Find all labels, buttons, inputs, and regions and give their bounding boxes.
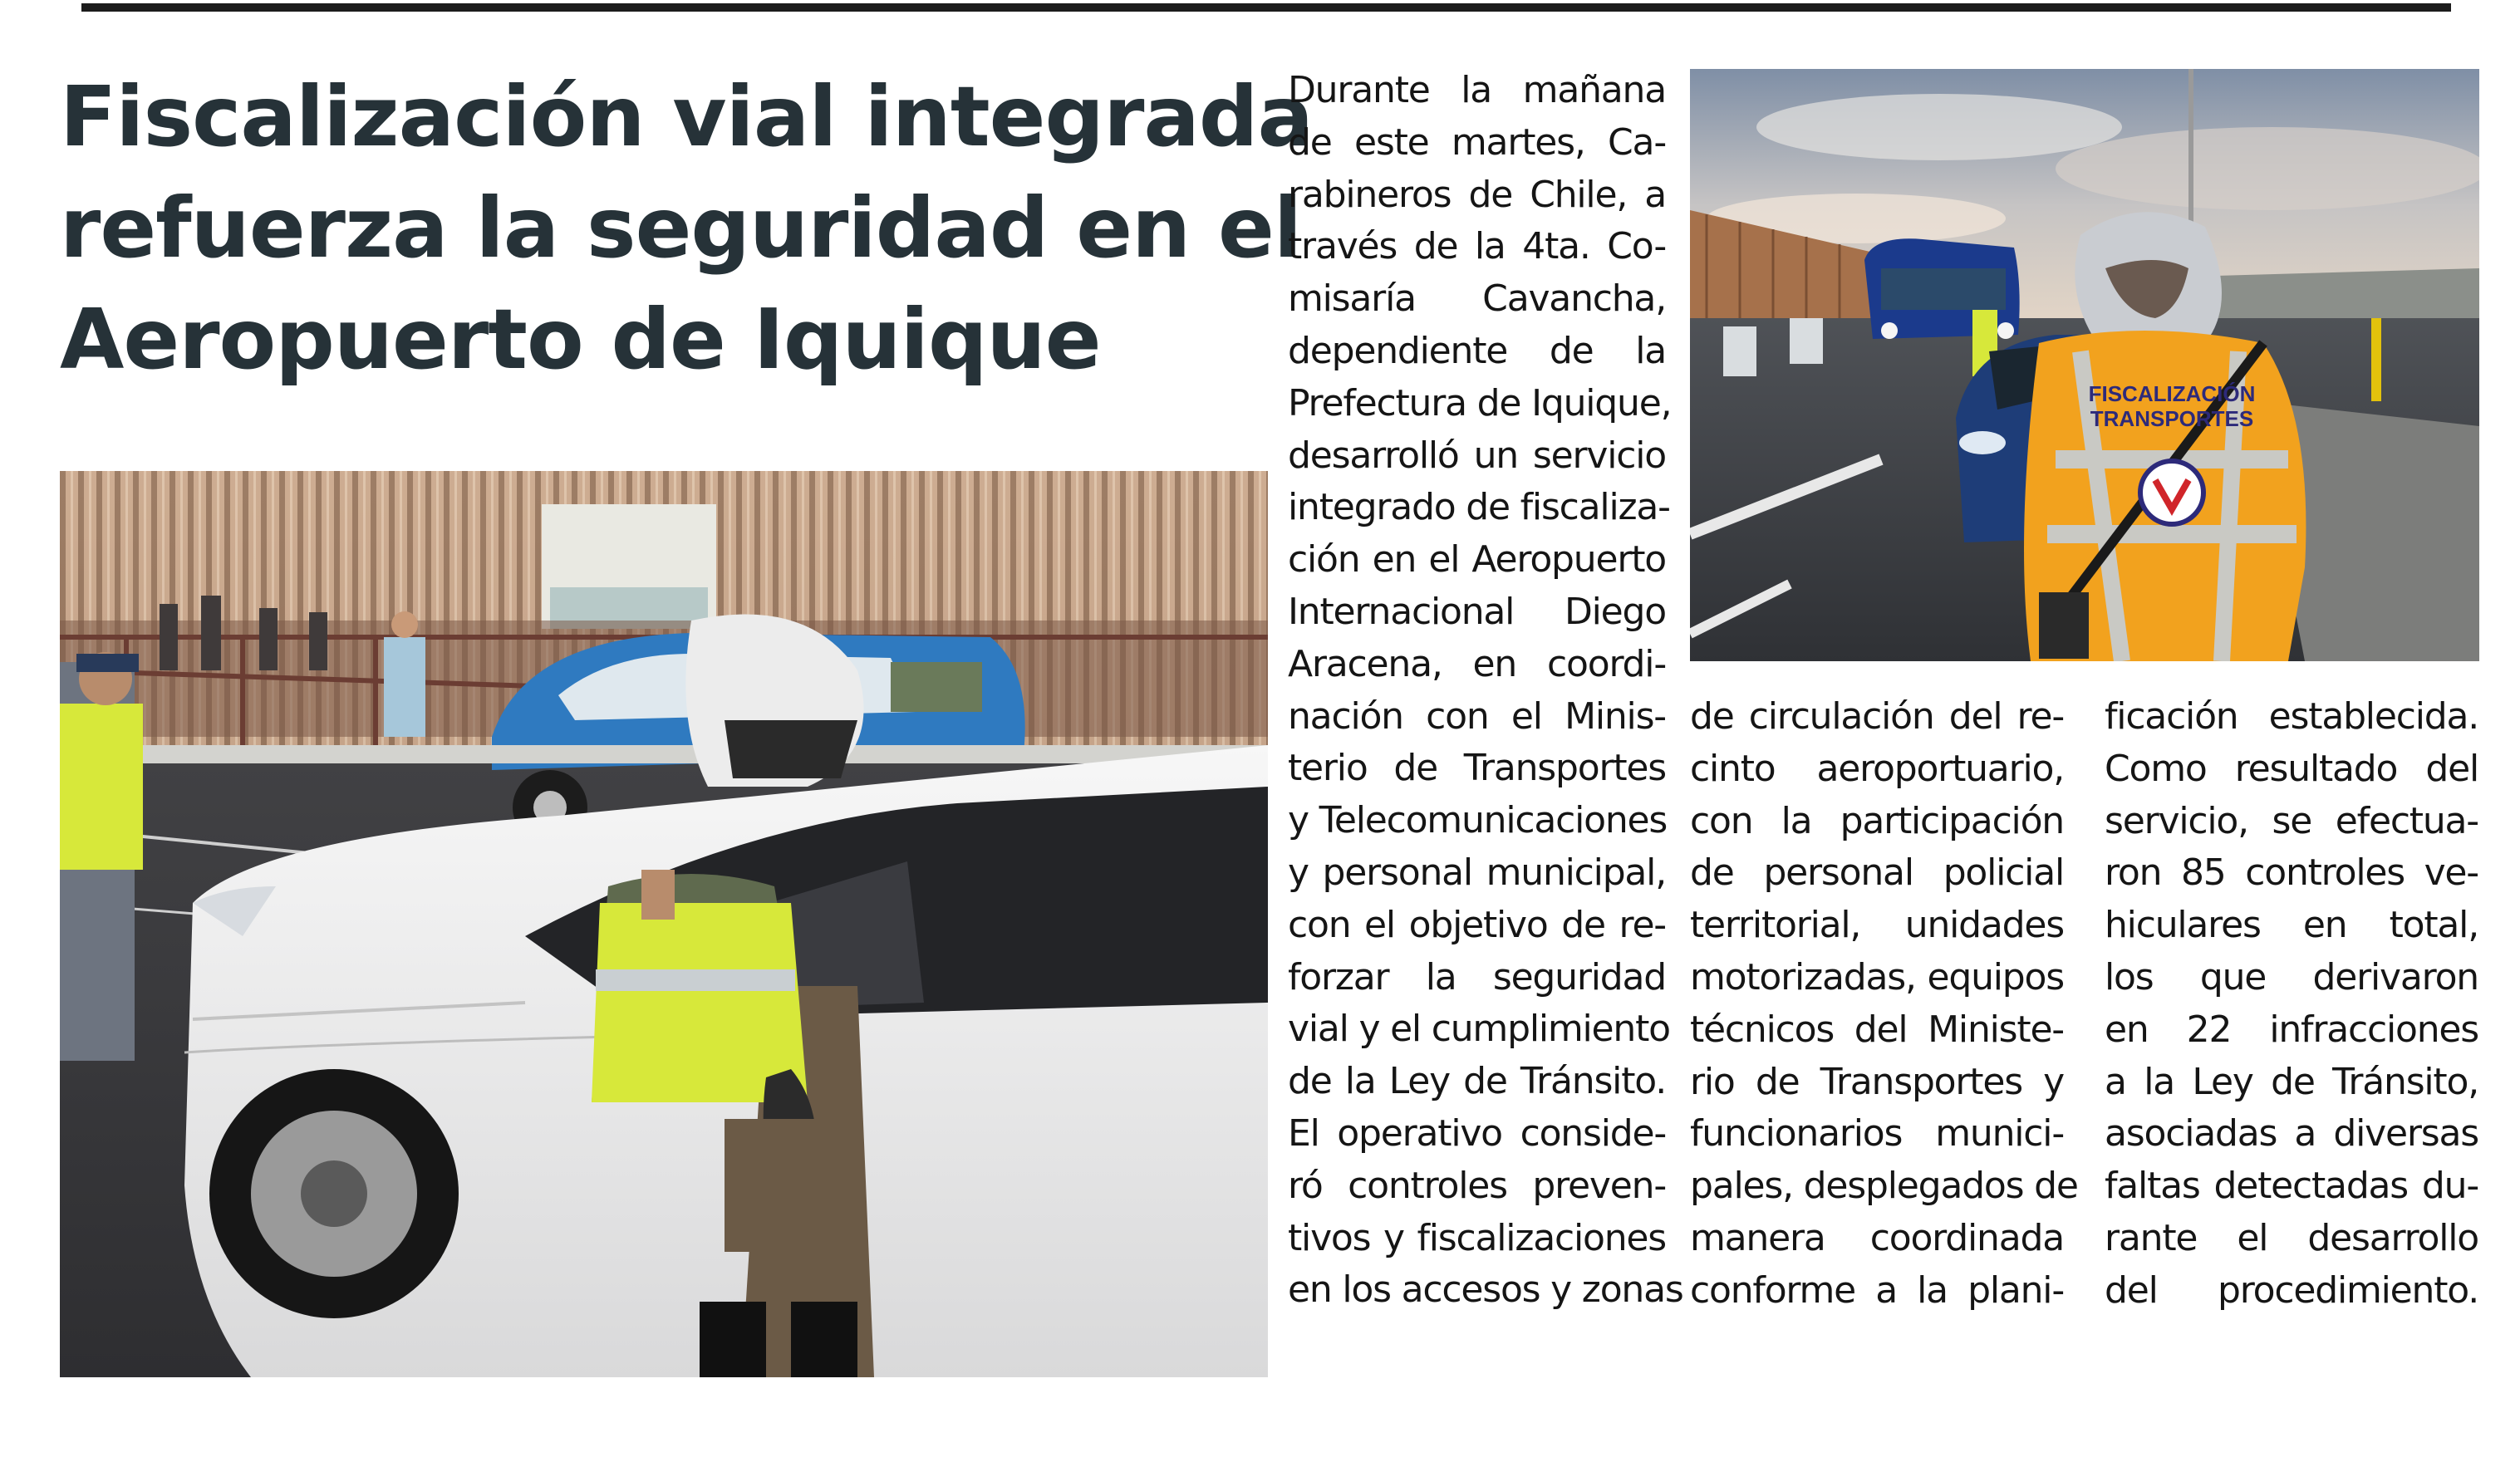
body-line: misaría Cavancha, — [1288, 277, 1666, 321]
body-line: con la participación — [1690, 799, 2064, 842]
body-line: rabineros de Chile, a — [1288, 173, 1666, 216]
body-line: El operativo conside- — [1288, 1111, 1666, 1155]
body-line: integrado de fiscaliza- — [1288, 486, 1670, 529]
body-line: de este martes, Ca- — [1288, 120, 1666, 164]
body-line: ficación establecida. — [2105, 695, 2478, 738]
photo-transport-inspector — [1690, 69, 2479, 661]
photo-traffic-control — [60, 471, 1268, 1377]
body-line: Internacional Diego — [1288, 590, 1666, 633]
body-column-3 — [2105, 691, 2478, 1317]
body-line: dependiente de la — [1288, 329, 1666, 372]
body-line: ró controles preven- — [1288, 1164, 1666, 1207]
body-line: Durante la mañana — [1288, 69, 1666, 111]
body-line: servicio, se efectua- — [2105, 799, 2478, 842]
body-line: de personal policial — [1690, 851, 2064, 895]
body-line: ción en el Aeropuerto — [1288, 538, 1666, 581]
body-line: tivos y fiscalizaciones — [1288, 1216, 1666, 1259]
vest-label-line: TRANSPORTES — [2090, 406, 2254, 431]
vest-label — [2089, 381, 2256, 431]
vest-label-line: FISCALIZACIÓN — [2088, 381, 2256, 406]
body-line: los que derivaron — [2105, 955, 2478, 998]
body-line: en los accesos y zonas — [1288, 1268, 1683, 1312]
body-line: nación con el Minis- — [1288, 694, 1666, 738]
body-line: manera coordinada — [1690, 1216, 2064, 1259]
headline-line: Aeropuerto de Iquique — [60, 291, 1101, 388]
body-line: ron 85 controles ve- — [2105, 851, 2478, 895]
body-line: funcionarios munici- — [1690, 1112, 2064, 1155]
body-line: técnicos del Ministe- — [1690, 1008, 2064, 1051]
body-line: hiculares en total, — [2105, 904, 2478, 947]
body-line: pales, desplegados de — [1690, 1165, 2078, 1208]
body-line: a la Ley de Tránsito, — [2105, 1060, 2478, 1103]
body-line: de la Ley de Tránsito. — [1288, 1060, 1666, 1103]
body-line: terio de Transportes — [1288, 747, 1666, 790]
body-line: forzar la seguridad — [1288, 955, 1666, 998]
body-line: faltas detectadas du- — [2105, 1165, 2478, 1208]
body-line: y Telecomunicaciones — [1288, 799, 1668, 842]
body-line: Aracena, en coordi- — [1288, 642, 1666, 685]
headline — [60, 61, 1313, 395]
body-line: de circulación del re- — [1690, 695, 2064, 738]
body-line: conforme a la plani- — [1690, 1268, 2064, 1312]
body-line: motorizadas, equipos — [1690, 955, 2064, 998]
headline-line: Fiscalización vial integrada — [60, 68, 1313, 165]
top-rule — [81, 3, 2451, 12]
body-line: rante el desarrollo — [2105, 1216, 2478, 1259]
body-line: con el objetivo de re- — [1288, 903, 1666, 946]
body-line: cinto aeroportuario, — [1690, 747, 2064, 790]
body-line: y personal municipal, — [1288, 851, 1666, 894]
body-line: rio de Transportes y — [1690, 1060, 2064, 1103]
body-line: asociadas a diversas — [2105, 1112, 2478, 1155]
body-line: del procedimiento. — [2105, 1268, 2478, 1312]
body-line: territorial, unidades — [1690, 904, 2064, 947]
body-line: Como resultado del — [2105, 747, 2478, 790]
body-line: través de la 4ta. Co- — [1288, 225, 1666, 268]
body-line: Prefectura de Iquique, — [1288, 381, 1672, 424]
body-line: desarrolló un servicio — [1288, 434, 1666, 477]
body-line: en 22 infracciones — [2105, 1008, 2478, 1051]
headline-line: refuerza la seguridad en el — [60, 179, 1302, 277]
body-column-1 — [1288, 65, 1683, 1317]
body-line: vial y el cumplimiento — [1288, 1008, 1670, 1051]
body-column-2 — [1690, 691, 2078, 1317]
